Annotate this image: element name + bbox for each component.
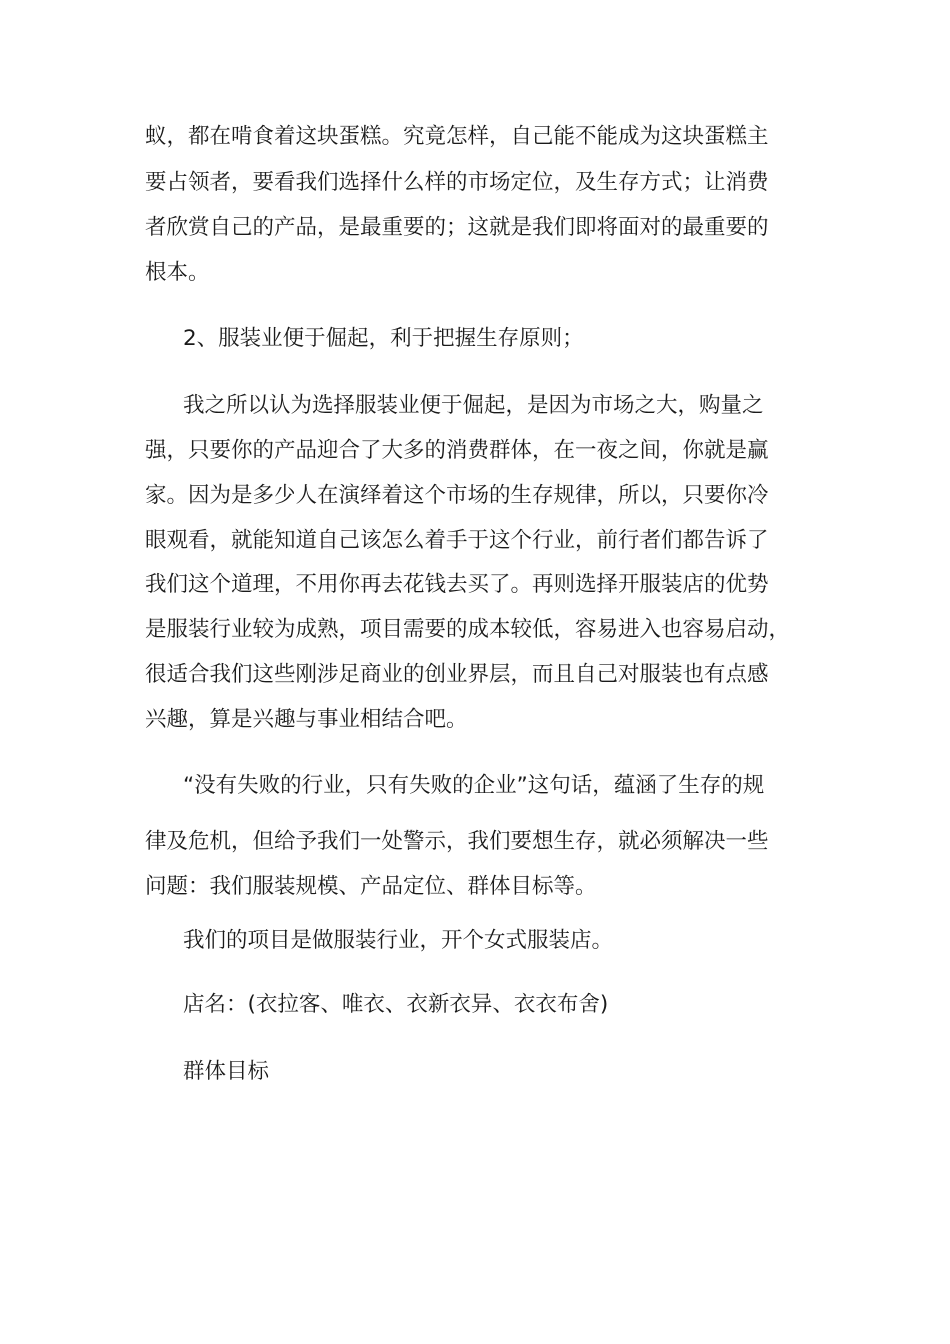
text-line: 兴趣，算是兴趣与事业相结合吧。	[145, 707, 468, 732]
text-line: 者欣赏自己的产品，是最重要的；这就是我们即将面对的最重要的	[145, 215, 769, 240]
text-line: 我们的项目是做服装行业，开个女式服装店。	[183, 928, 614, 953]
text-line: 是服装行业较为成熟，项目需要的成本较低，容易进入也容易启动，	[145, 617, 791, 642]
text-line: 要占领者，要看我们选择什么样的市场定位，及生存方式；让消费	[145, 170, 769, 195]
text-line: 群体目标	[183, 1059, 270, 1084]
section-heading: 2、服装业便于倔起，利于把握生存原则；	[183, 326, 584, 351]
text-line: 我之所以认为选择服装业便于倔起，是因为市场之大，购量之	[183, 393, 764, 418]
text-line: 很适合我们这些刚涉足商业的创业界层，而且自己对服装也有点感	[145, 662, 769, 687]
text-line: 问题：我们服装规模、产品定位、群体目标等。	[145, 874, 597, 899]
text-line: 店名：(衣拉客、唯衣、衣新衣异、衣衣布舍)	[183, 992, 609, 1017]
text-line: 律及危机，但给予我们一处警示，我们要想生存，就必须解决一些	[145, 829, 769, 854]
text-line: “没有失败的行业，只有失败的企业”这句话，蕴涵了生存的规	[183, 773, 765, 798]
text-line: 蚁，都在啃食着这块蛋糕。究竟怎样，自己能不能成为这块蛋糕主	[145, 124, 769, 149]
text-line: 家。因为是多少人在演绎着这个市场的生存规律，所以，只要你冷	[145, 483, 769, 508]
text-line: 根本。	[145, 260, 210, 285]
text-line: 我们这个道理，不用你再去花钱去买了。再则选择开服装店的优势	[145, 572, 769, 597]
text-line: 强，只要你的产品迎合了大多的消费群体，在一夜之间，你就是赢	[145, 438, 769, 463]
text-line: 眼观看，就能知道自己该怎么着手于这个行业，前行者们都告诉了	[145, 528, 769, 553]
